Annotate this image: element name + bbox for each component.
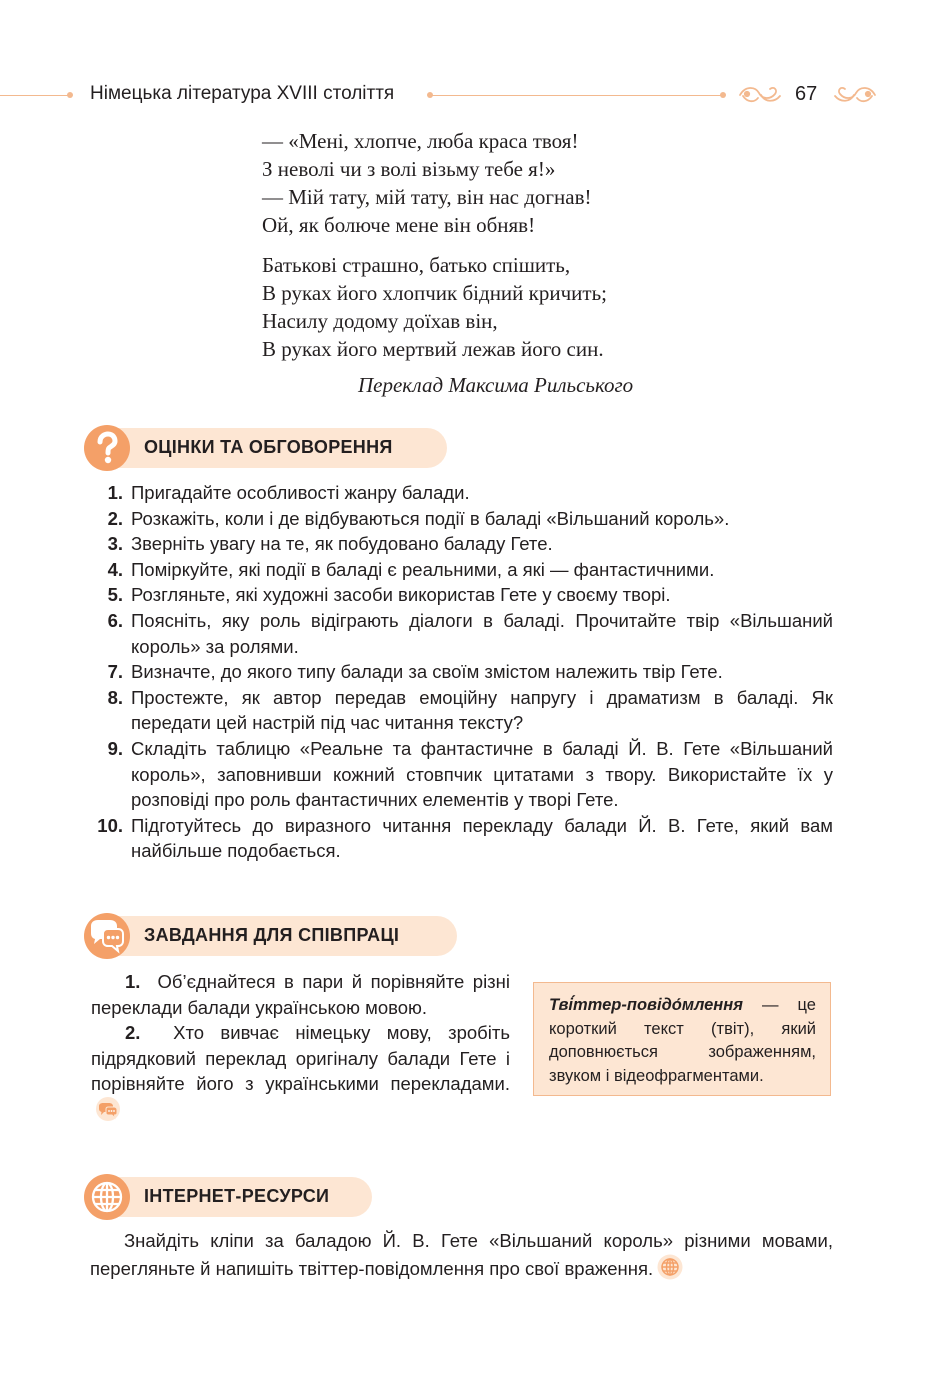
ornament-left-icon (737, 82, 783, 108)
item-number: 10. (97, 814, 123, 836)
poem-line: В руках його хлопчик бідний кричить; (262, 281, 607, 305)
cooperation-task-2 (91, 1020, 510, 1122)
item-number: 6. (107, 609, 123, 631)
section-title: ОЦІНКИ ТА ОБГОВОРЕННЯ (144, 437, 393, 457)
internet-task-paragraph (90, 1228, 833, 1281)
item-text: Пригадайте особливості жанру балади. (131, 482, 470, 503)
header-rule-left (0, 95, 68, 96)
item-text: Розгляньте, які художні засоби використав Гете у своєму творі. (131, 584, 671, 606)
internet-task (90, 1228, 833, 1281)
poem-line: Батькові страшно, батько спішить, (262, 253, 571, 277)
item-text: Визначте, до якого типу балади за своїм змістом належить твір Гете. (131, 661, 723, 683)
item-number: 8. (107, 686, 123, 708)
definition-box (533, 982, 831, 1096)
header-dot-left (67, 92, 73, 98)
item-number: 2. (107, 507, 123, 529)
item-number: 5. (107, 584, 123, 606)
ornament-right-icon (832, 82, 878, 108)
task-text: Об’єднайтеся в пари й порівняйте різні переклади балади українською мовою. (91, 971, 510, 1018)
poem-stanza-1 (262, 127, 592, 239)
task-text: Хто вивчає німецьку мову, зробіть підрядковий переклад оригіналу балади Гете і порівняйте його з українськими перекладами. (91, 1022, 511, 1095)
item-number: 7. (107, 661, 123, 683)
chat-bubbles-icon (84, 913, 130, 959)
list-item (90, 685, 833, 736)
list-item (90, 736, 833, 813)
page-number: 67 (795, 83, 818, 105)
list-item (90, 608, 833, 659)
list-item (90, 813, 833, 864)
header-dot-right (720, 92, 726, 98)
item-text: Підготуйтесь до виразного читання перекладу балади Й. В. Гете, який вам найбільше подобається. (131, 814, 833, 862)
poem-line: — Мій тату, мій тату, він нас догнав! (262, 185, 592, 209)
item-text: Зверніть увагу на те, як побудовано баладу Гете. (131, 533, 553, 555)
task-number: 1. (125, 971, 141, 992)
poem-line: Ой, як болюче мене він обняв! (262, 213, 536, 237)
translator-credit: Переклад Максима Рильського (358, 373, 634, 397)
item-number: 4. (107, 558, 123, 580)
header-rule-mid (432, 95, 722, 96)
section-title: ЗАВДАННЯ ДЛЯ СПІВПРАЦІ (144, 925, 400, 945)
list-item (90, 531, 833, 557)
item-number: 1. (107, 482, 123, 503)
task-text: Знайдіть кліпи за баладою Й. В. Гете «Вільшаний король» різними мовами, перегляньте й напишіть твіттер-повідомлення про свої враження. (90, 1230, 833, 1279)
cooperation-tasks (91, 969, 510, 1123)
list-item (90, 557, 833, 583)
page-header (0, 78, 952, 112)
list-item (90, 480, 833, 506)
item-text: Поясніть, яку роль відіграють діалоги в баладі. Прочитайте твір «Вільшаний король» за ролями. (131, 609, 833, 657)
section-title: ІНТЕРНЕТ-РЕСУРСИ (144, 1186, 330, 1206)
questions-list (90, 480, 833, 864)
globe-icon (84, 1174, 130, 1220)
poem-line: З неволі чи з волі візьму тебе я!» (262, 157, 556, 181)
chat-bubbles-icon (95, 1097, 121, 1121)
definition-text: — це короткий текст (твіт), який доповнюється зображенням, звуком і відеофрагментами. (549, 996, 816, 1085)
poem-line: В руках його мертвий лежав його син. (262, 337, 604, 361)
definition-term: Тві́ттер-повідо́млення (549, 996, 743, 1014)
running-title: Німецька література XVIII століття (90, 83, 395, 104)
globe-icon (657, 1254, 683, 1280)
question-icon (84, 425, 130, 471)
item-number: 3. (107, 533, 123, 555)
list-item (90, 582, 833, 608)
poem-line: — «Мені, хлопче, люба краса твоя! (262, 129, 579, 153)
list-item (90, 659, 833, 685)
task-number: 2. (125, 1022, 141, 1044)
item-text: Простежте, як автор передав емоційну напругу і драматизм в баладі. Як передати цей настрій під час читання тексту? (131, 686, 833, 734)
item-number: 9. (107, 737, 123, 759)
poem-stanza-2 (262, 251, 607, 363)
list-item (90, 506, 833, 532)
cooperation-task-1 (91, 969, 510, 1020)
item-text: Поміркуйте, які події в баладі є реальними, а які — фантастичними. (131, 558, 715, 580)
item-text: Розкажіть, коли і де відбуваються події в баладі «Вільшаний король». (131, 507, 730, 529)
item-text: Складіть таблицю «Реальне та фантастичне в баладі Й. В. Гете «Вільшаний король», заповнивши кожний стовпчик цитатами з твору. Використайте їх у розповіді про роль фантастичних елементів у творі Гете. (131, 737, 833, 811)
poem-line: Насилу додому доїхав він, (262, 309, 498, 333)
